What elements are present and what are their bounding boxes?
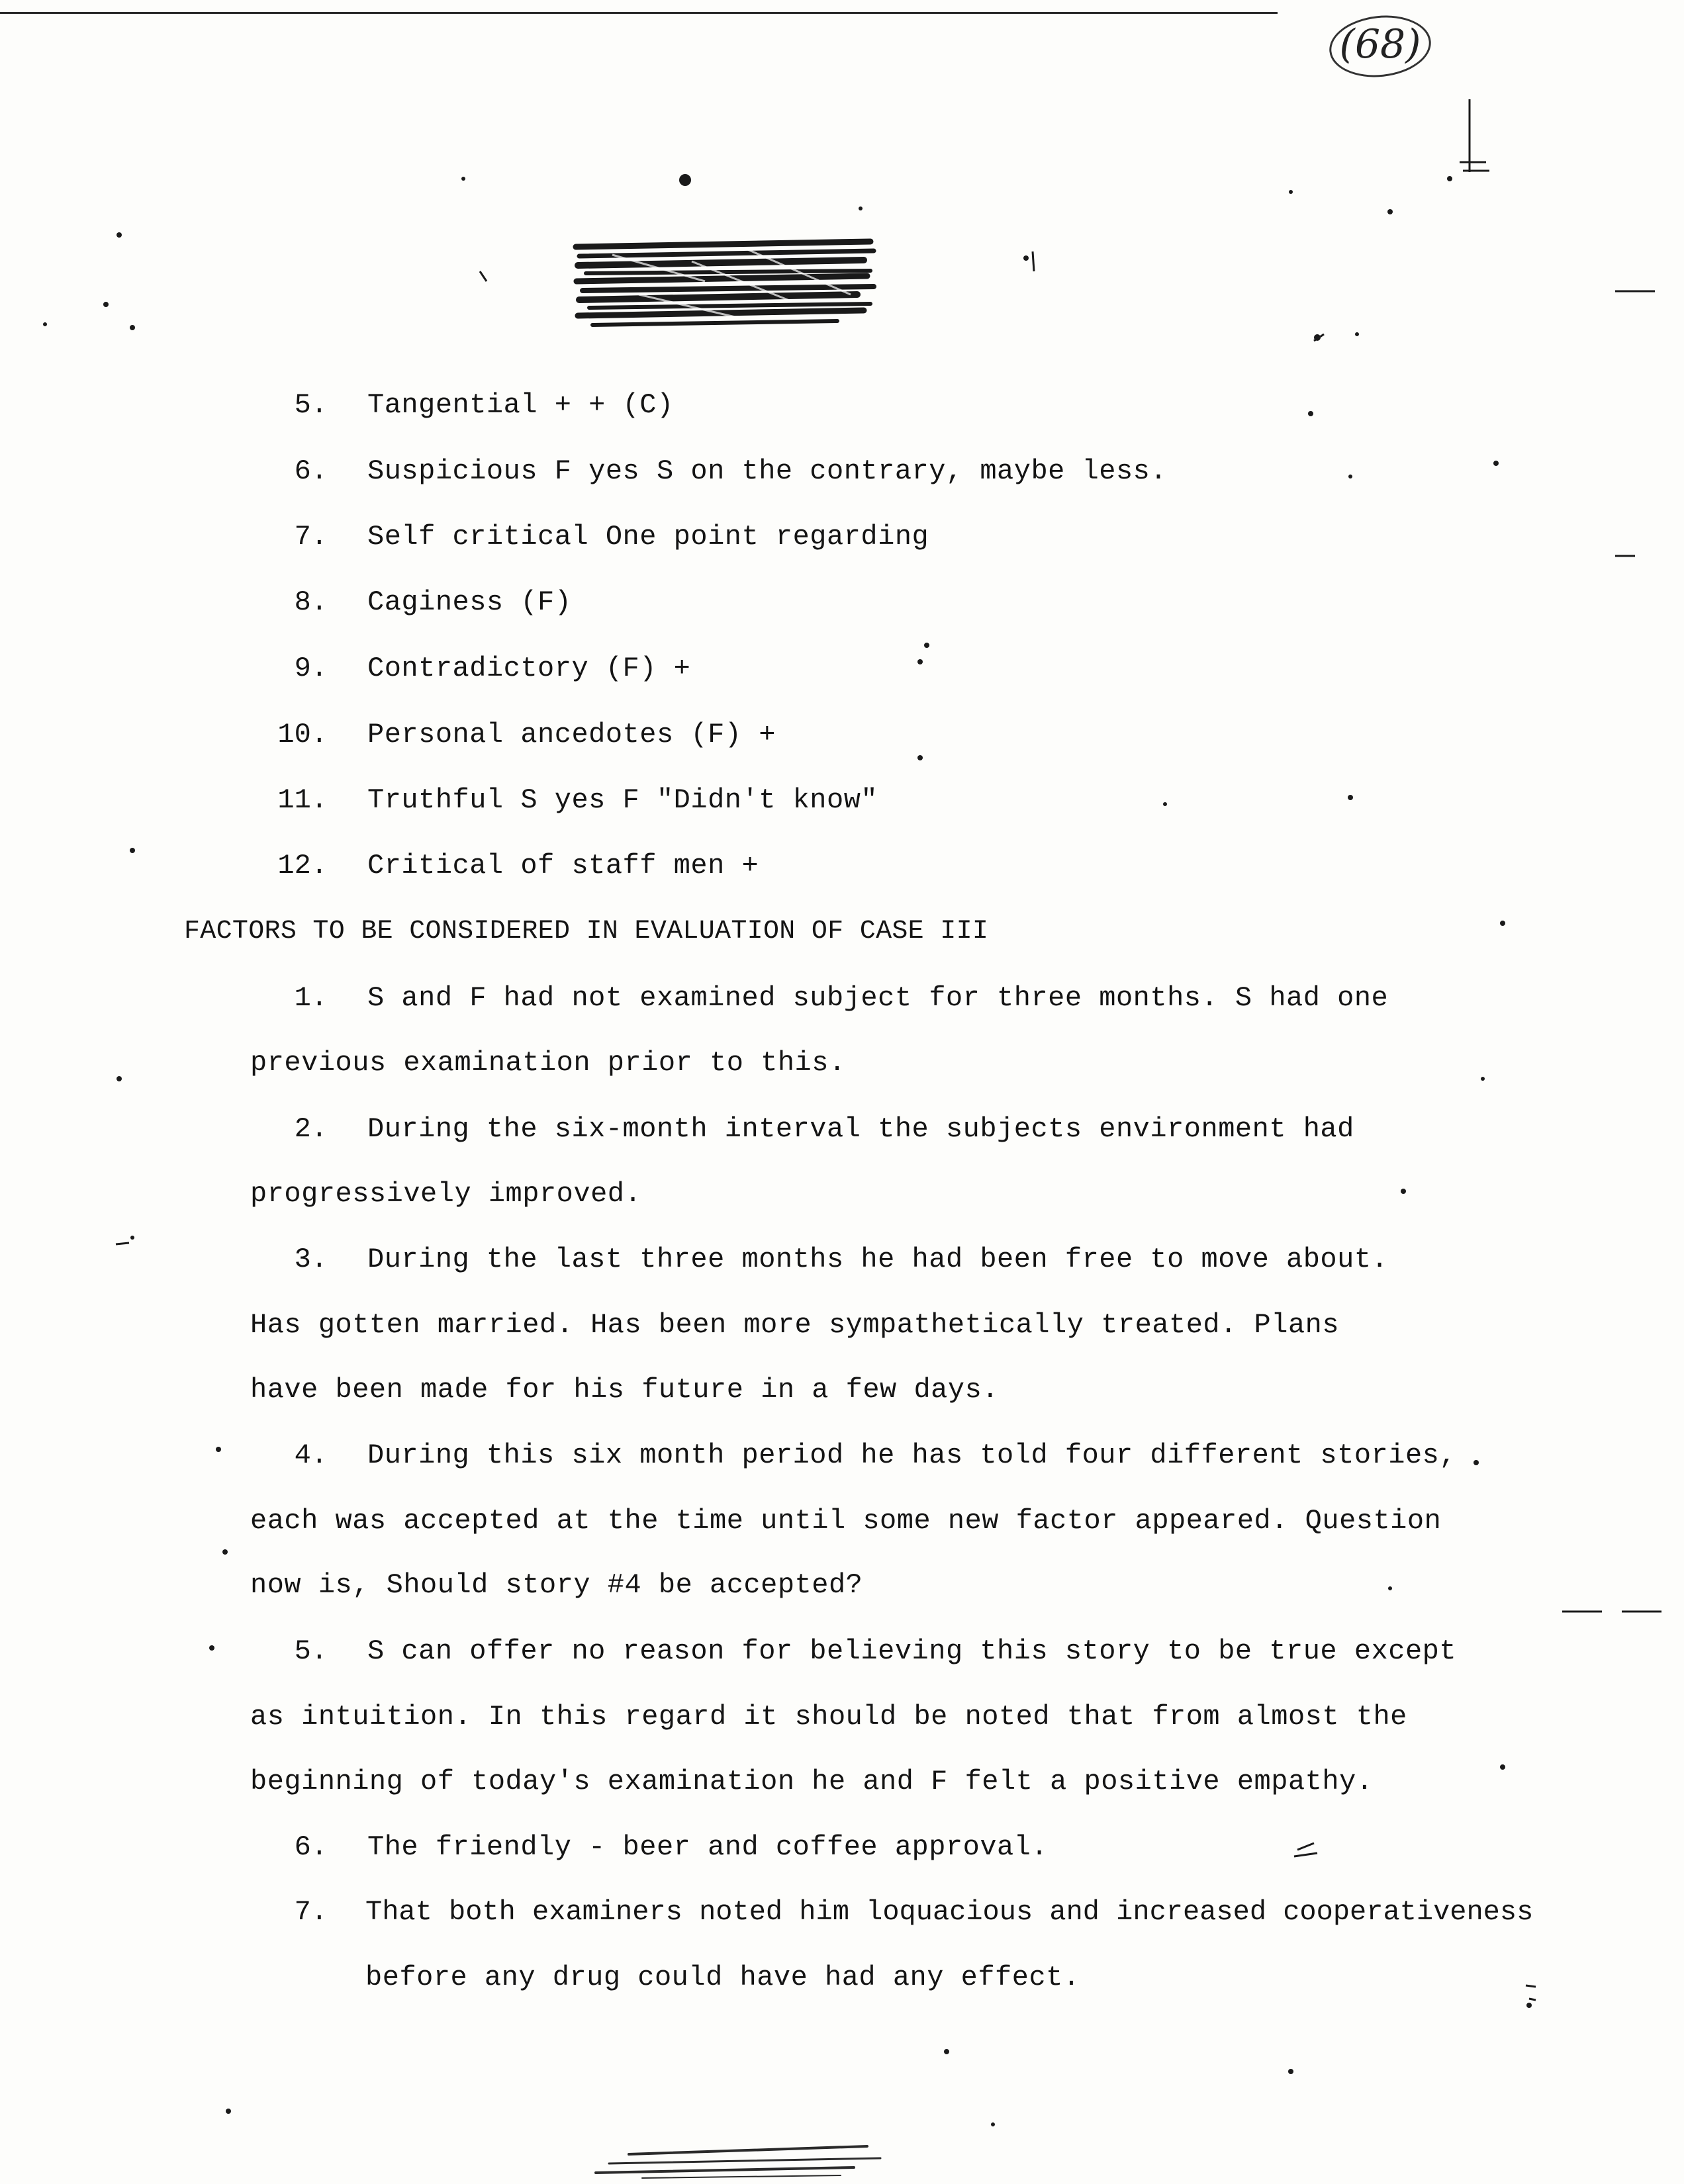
top-rule — [0, 12, 1278, 14]
factor-line: beginning of today's examination he and F felt a positive empathy. — [250, 1766, 1374, 1797]
list-item-number: 9. — [294, 653, 328, 684]
page-number: (68) — [1339, 21, 1421, 68]
list-item-text: Contradictory (F) + — [367, 653, 691, 684]
factor-line: as intuition. In this regard it should be noted that from almost the — [250, 1701, 1407, 1733]
list-item-text: Tangential + + (C) — [367, 389, 674, 421]
factor-line: S can offer no reason for believing this story to be true except — [367, 1635, 1457, 1667]
factor-line: That both examiners noted him loquacious and increased cooperativeness — [365, 1896, 1534, 1928]
list-item-number: 5. — [294, 389, 328, 421]
factor-number: 2. — [294, 1113, 328, 1145]
redaction-mark-top — [573, 235, 877, 334]
list-item-number: 12. — [277, 850, 328, 882]
factor-number: 4. — [294, 1439, 328, 1471]
list-item-number: 7. — [294, 521, 328, 553]
list-item-text: Critical of staff men + — [367, 850, 759, 882]
factor-line: During this six month period he has told four different stories, — [367, 1439, 1457, 1471]
list-item-text: Self critical One point regarding — [367, 521, 929, 553]
factor-line: During the last three months he had been free to move about. — [367, 1244, 1389, 1275]
list-item-text: Personal ancedotes (F) + — [367, 719, 776, 751]
factor-line: before any drug could have had any effect. — [365, 1962, 1080, 1993]
factor-line: The friendly - beer and coffee approval. — [367, 1831, 1049, 1863]
factor-number: 5. — [294, 1635, 328, 1667]
factor-line: now is, Should story #4 be accepted? — [250, 1569, 863, 1601]
list-item-number: 11. — [277, 784, 328, 816]
factor-number: 7. — [294, 1896, 328, 1928]
factor-line: S and F had not examined subject for three months. S had one — [367, 982, 1389, 1014]
factor-line: previous examination prior to this. — [250, 1047, 846, 1079]
list-item-number: 6. — [294, 455, 328, 487]
list-item-number: 10. — [277, 719, 328, 751]
factor-number: 1. — [294, 982, 328, 1014]
list-item-text: Caginess (F) — [367, 586, 572, 618]
factor-line: progressively improved. — [250, 1178, 642, 1210]
list-item-text: Truthful S yes F "Didn't know" — [367, 784, 878, 816]
factor-line: During the six-month interval the subjects environment had — [367, 1113, 1354, 1145]
factor-number: 3. — [294, 1244, 328, 1275]
redaction-mark-bottom — [589, 2141, 894, 2181]
list-item-text: Suspicious F yes S on the contrary, maybe less. — [367, 455, 1168, 487]
factor-line: Has gotten married. Has been more sympathetically treated. Plans — [250, 1309, 1340, 1341]
list-item-number: 8. — [294, 586, 328, 618]
factor-line: each was accepted at the time until some new factor appeared. Question — [250, 1505, 1442, 1537]
section-heading: FACTORS TO BE CONSIDERED IN EVALUATION OF CASE III — [184, 917, 989, 946]
factor-number: 6. — [294, 1831, 328, 1863]
factor-line: have been made for his future in a few days. — [250, 1374, 999, 1406]
